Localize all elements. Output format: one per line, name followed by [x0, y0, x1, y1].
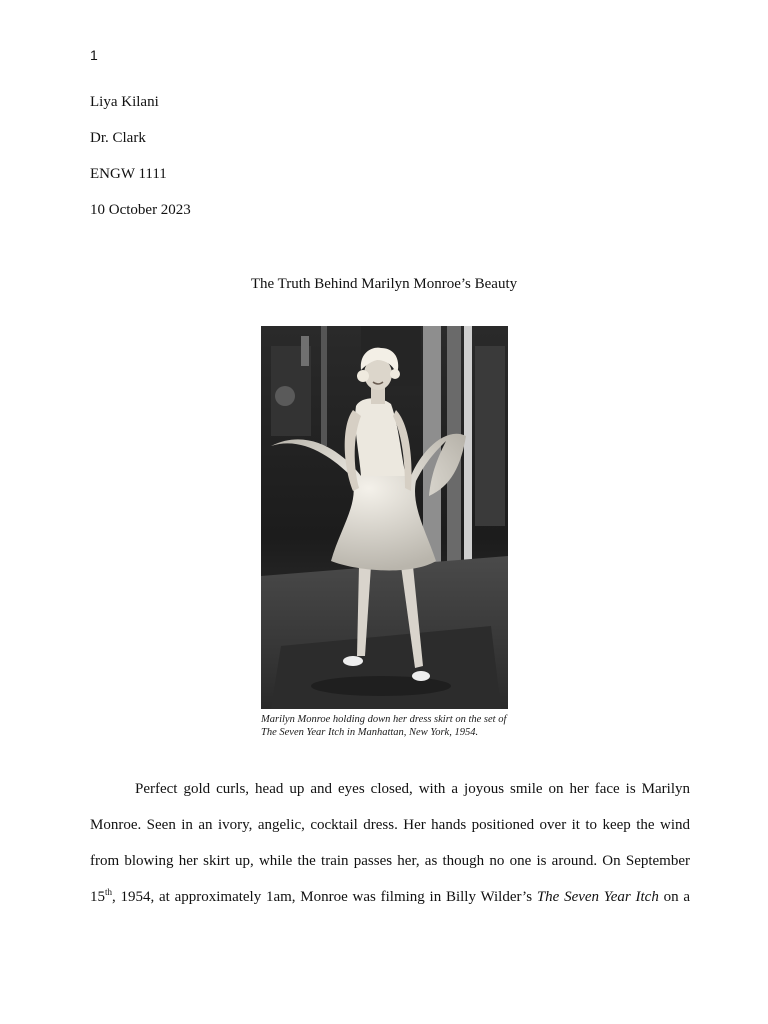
- body-line-4: [90, 879, 690, 915]
- body-line-1: Perfect gold curls, head up and eyes closed, with a joyous smile on her face is Marilyn: [135, 781, 690, 797]
- body-line-2: Monroe. Seen in an ivory, angelic, cocktail dress. Her hands positioned over it to keep the wind: [90, 817, 690, 833]
- body-line-4-end: on a: [658, 889, 690, 905]
- page-number: 1: [90, 47, 98, 63]
- photo-caption: Marilyn Monroe holding down her dress skirt on the set of The Seven Year Itch in Manhattan, New York, 1954.: [261, 714, 507, 738]
- author-name: Liya Kilani: [90, 94, 159, 110]
- body-line-3: from blowing her skirt up, while the train passes her, as though no one is around. On September: [90, 853, 690, 869]
- essay-title: The Truth Behind Marilyn Monroe’s Beauty: [250, 276, 518, 292]
- date-ordinal-suffix: th: [105, 887, 113, 897]
- film-title: The Seven Year Itch: [536, 889, 659, 905]
- body-line-4-text: , 1954, at approximately 1am, Monroe was filming in Billy Wilder’s: [112, 889, 537, 905]
- date-day: 15: [90, 889, 105, 905]
- course-code: ENGW 1111: [90, 166, 167, 182]
- marilyn-monroe-photo: [261, 326, 508, 709]
- essay-date: 10 October 2023: [90, 202, 191, 218]
- instructor-name: Dr. Clark: [90, 130, 146, 146]
- essay-body: [90, 771, 690, 915]
